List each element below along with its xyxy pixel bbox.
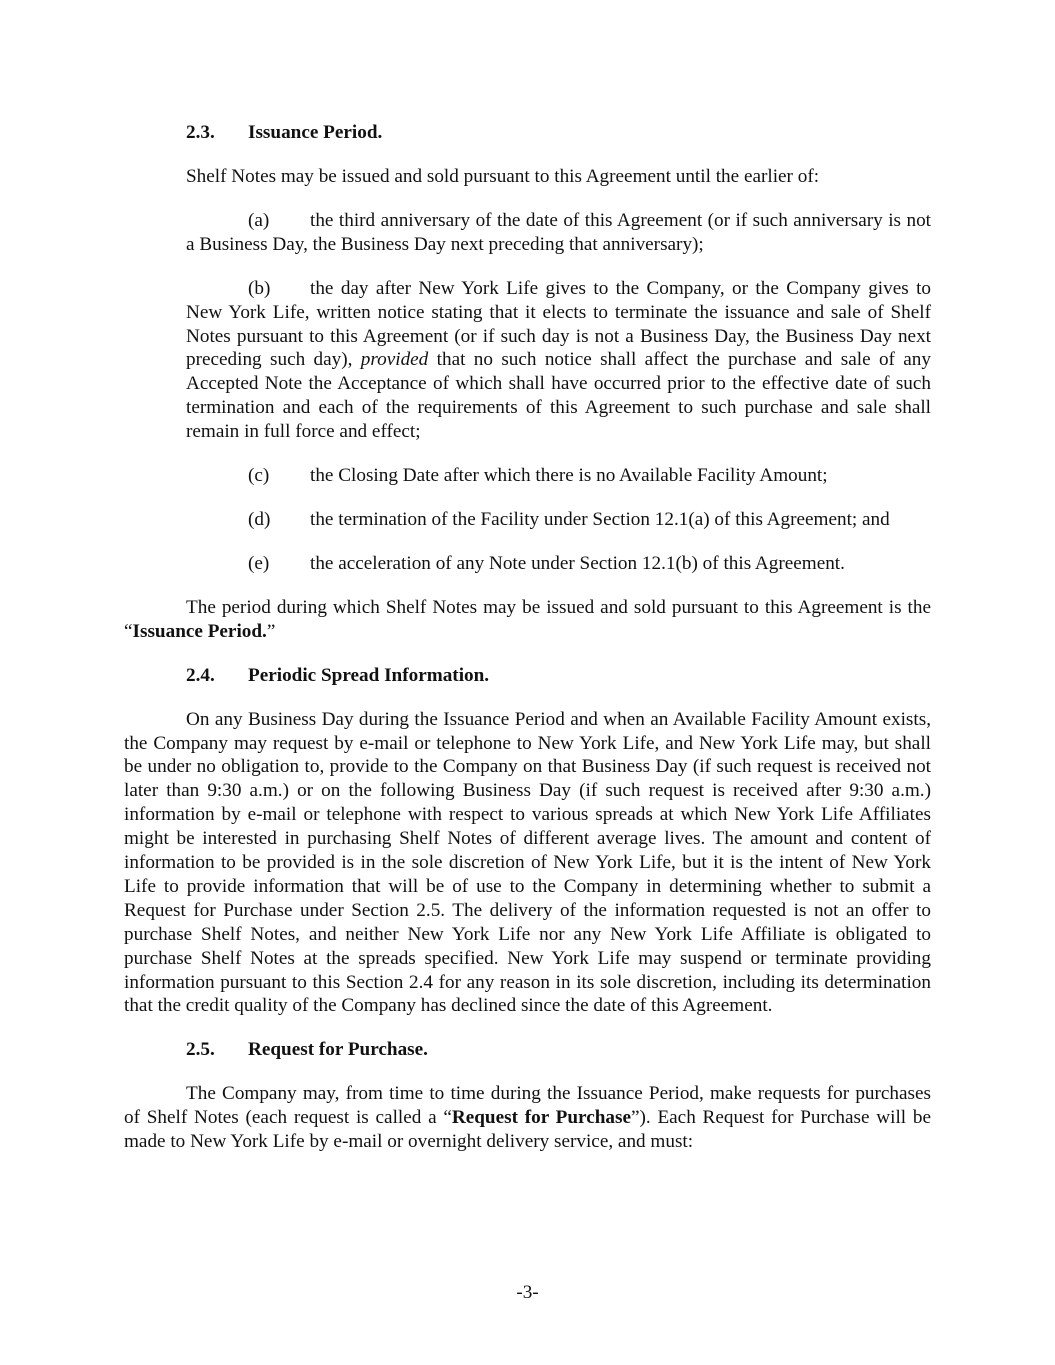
list-marker: (c) — [248, 465, 270, 487]
list-item-text: that no such notice shall affect the purchase and sale of any Accepted Note the Acceptance of which shall have occurred prior to the effective date of such termination and each of the requirements of this Agreement to such purchase and sale shall remain in full force and effect; — [186, 349, 931, 443]
list-item-text: the termination of the Facility under Section 12.1(a) of this Agreement; and — [310, 508, 890, 530]
list-item-text: the Closing Date after which there is no Available Facility Amount; — [310, 465, 828, 487]
request-for-purchase-paragraph — [124, 1082, 931, 1154]
section-title: Issuance Period. — [248, 122, 383, 143]
list-marker: (e) — [248, 552, 270, 574]
issuance-intro-paragraph: Shelf Notes may be issued and sold pursuant to this Agreement until the earlier of: — [186, 166, 820, 187]
paragraph-text: The period during which Shelf Notes may be issued and sold pursuant to this Agreement is the “ — [124, 596, 931, 642]
page-number: -3- — [516, 1282, 539, 1303]
list-marker: (b) — [248, 277, 271, 299]
section-2-3-heading — [186, 121, 931, 145]
document-page — [124, 121, 931, 1174]
italic-term: provided — [360, 349, 429, 371]
section-number: 2.5. — [186, 1039, 215, 1061]
section-2-5-heading — [186, 1038, 931, 1062]
list-item-text: the third anniversary of the date of this Agreement (or if such anniversary is not a Business Day, the Business Day next preceding that anniversary); — [186, 209, 931, 255]
list-item-b — [186, 277, 931, 444]
section-number: 2.4. — [186, 664, 215, 686]
section-title: Periodic Spread Information. — [248, 664, 490, 686]
list-marker: (a) — [248, 209, 270, 231]
list-item-text: the day after New York Life gives to the Company, or the Company gives to New York Life, written notice stating that it elects to terminate the issuance and sale of Shelf Notes pursuant to this Agreement (or if such day is not a Business Day, the Business Day next preceding such day), — [186, 277, 931, 371]
section-title: Request for Purchase. — [248, 1039, 428, 1061]
list-item-a — [186, 209, 931, 257]
issuance-period-definition — [124, 596, 931, 644]
list-item-c — [248, 464, 931, 488]
paragraph-text: ” — [266, 620, 276, 642]
defined-term: Request for Purchase — [451, 1107, 631, 1129]
spread-information-paragraph: On any Business Day during the Issuance Period and when an Available Facility Amount exists, the Company may request by e-mail or telephone to New York Life, and New York Life may, but shall be under no obligation to, provide to the Company on that Business Day (if such request is received not later than 9:30 a.m.) or on the following Business Day (if such request is received after 9:30 a.m.) information by e-mail or telephone with respect to various spreads at which New York Life Affiliates might be interested in purchasing Shelf Notes of different average lives. The amount and content of information to be provided is in the sole discretion of New York Life, but it is the intent of New York Life to provide information that will be of use to the Company in determining whether to submit a Request for Purchase under Section 2.5. The delivery of the information requested is not an offer to purchase Shelf Notes, and neither New York Life nor any New York Life Affiliate is obligated to purchase Shelf Notes at the spreads specified. New York Life may suspend or terminate providing information pursuant to this Section 2.4 for any reason in its sole discretion, including its determination that the credit quality of the Company has declined since the date of this Agreement. — [124, 708, 931, 1017]
paragraph-text: ”). Each Request for Purchase will be made to New York Life by e-mail or overnight delivery service, and must: — [124, 1107, 931, 1153]
list-marker: (d) — [248, 508, 271, 530]
section-2-4-heading — [186, 664, 931, 688]
list-item-text: the acceleration of any Note under Section 12.1(b) of this Agreement. — [310, 552, 845, 574]
paragraph-text: The Company may, from time to time during the Issuance Period, make requests for purchases of Shelf Notes (each request is called a “ — [124, 1083, 931, 1129]
list-item-e — [248, 552, 931, 576]
section-number: 2.3. — [186, 122, 215, 143]
list-item-d — [248, 508, 931, 532]
defined-term: Issuance Period. — [132, 620, 267, 642]
